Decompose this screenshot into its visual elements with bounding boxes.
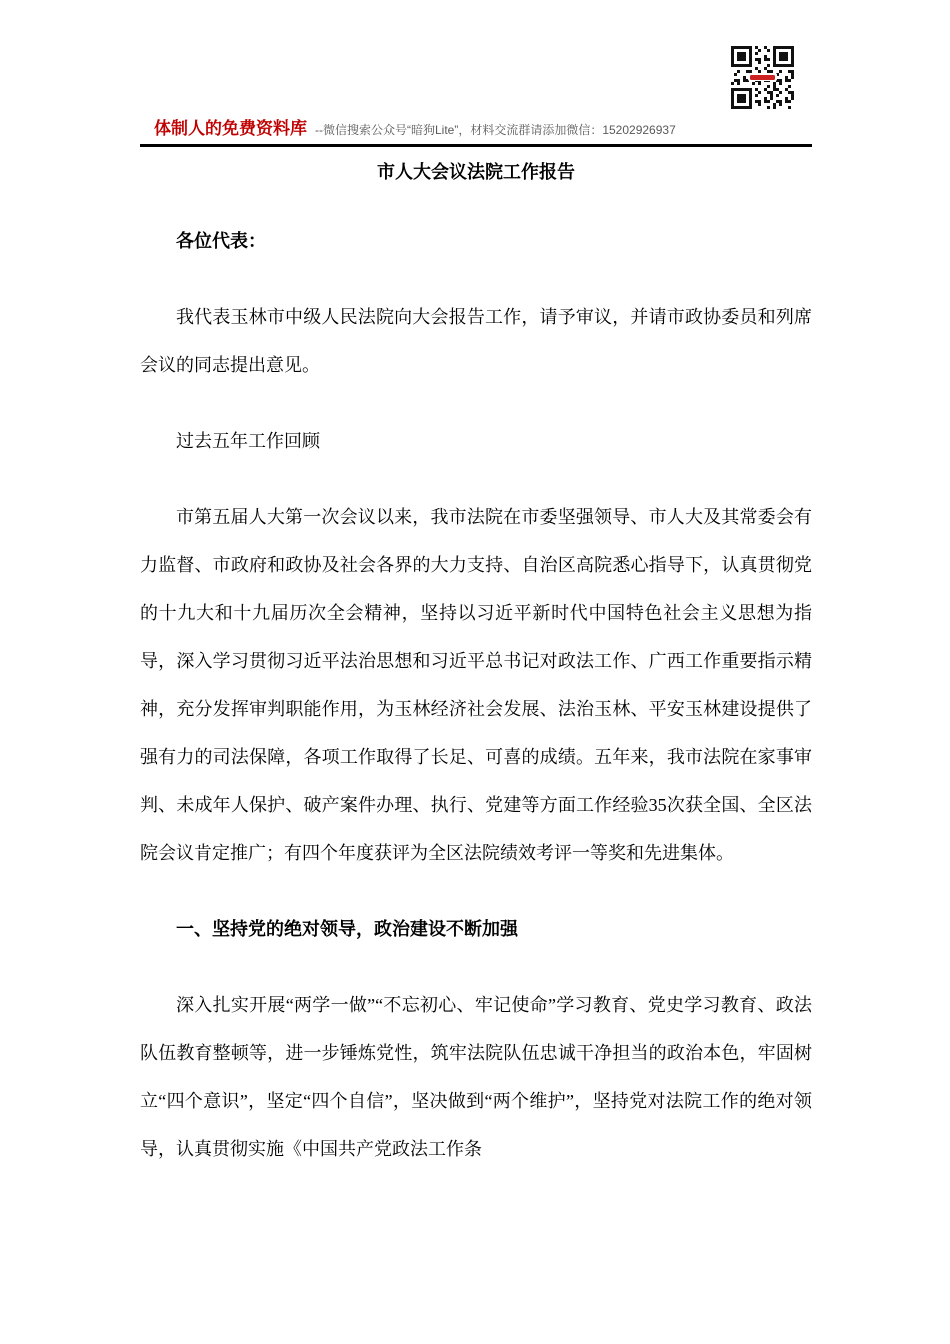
qr-code-icon [731,46,794,109]
header-note: --微信搜索公众号“暗狗Lite”，材料交流群请添加微信：15202926937 [315,123,676,137]
header-text-line [154,119,676,140]
brand-text: 体制人的免费资料库 [154,119,307,138]
header [140,62,812,147]
section-1-paragraph: 深入扎实开展“两学一做”“不忘初心、牢记使命”学习教育、党史学习教育、政法队伍教育整顿等，进一步锤炼党性，筑牢法院队伍忠诚干净担当的政治本色，牢固树立“四个意识”，坚定“四个自信”，坚决做到“两个维护”，坚持党对法院工作的绝对领导，认真贯彻实施《中国共产党政法工作条 [140,995,812,1159]
salutation: 各位代表： [176,231,266,251]
section-lead: 过去五年工作回顾 [176,431,320,451]
document-title: 市人大会议法院工作报告 [377,162,575,182]
intro-paragraph: 我代表玉林市中级人民法院向大会报告工作，请予审议，并请市政协委员和列席会议的同志提出意见。 [140,307,812,375]
section-heading-1: 一、坚持党的绝对领导，政治建设不断加强 [176,919,518,939]
review-paragraph: 市第五届人大第一次会议以来，我市法院在市委坚强领导、市人大及其常委会有力监督、市政府和政协及社会各界的大力支持、自治区高院悉心指导下，认真贯彻党的十九大和十九届历次全会精神，坚持以习近平新时代中国特色社会主义思想为指导，深入学习贯彻习近平法治思想和习近平总书记对政法工作、广西工作重要指示精神，充分发挥审判职能作用，为玉林经济社会发展、法治玉林、平安玉林建设提供了强有力的司法保障，各项工作取得了长足、可喜的成绩。五年来，我市法院在家事审判、未成年人保护、破产案件办理、执行、党建等方面工作经验35次获全国、全区法院会议肯定推广；有四个年度获评为全区法院绩效考评一等奖和先进集体。 [140,507,812,863]
